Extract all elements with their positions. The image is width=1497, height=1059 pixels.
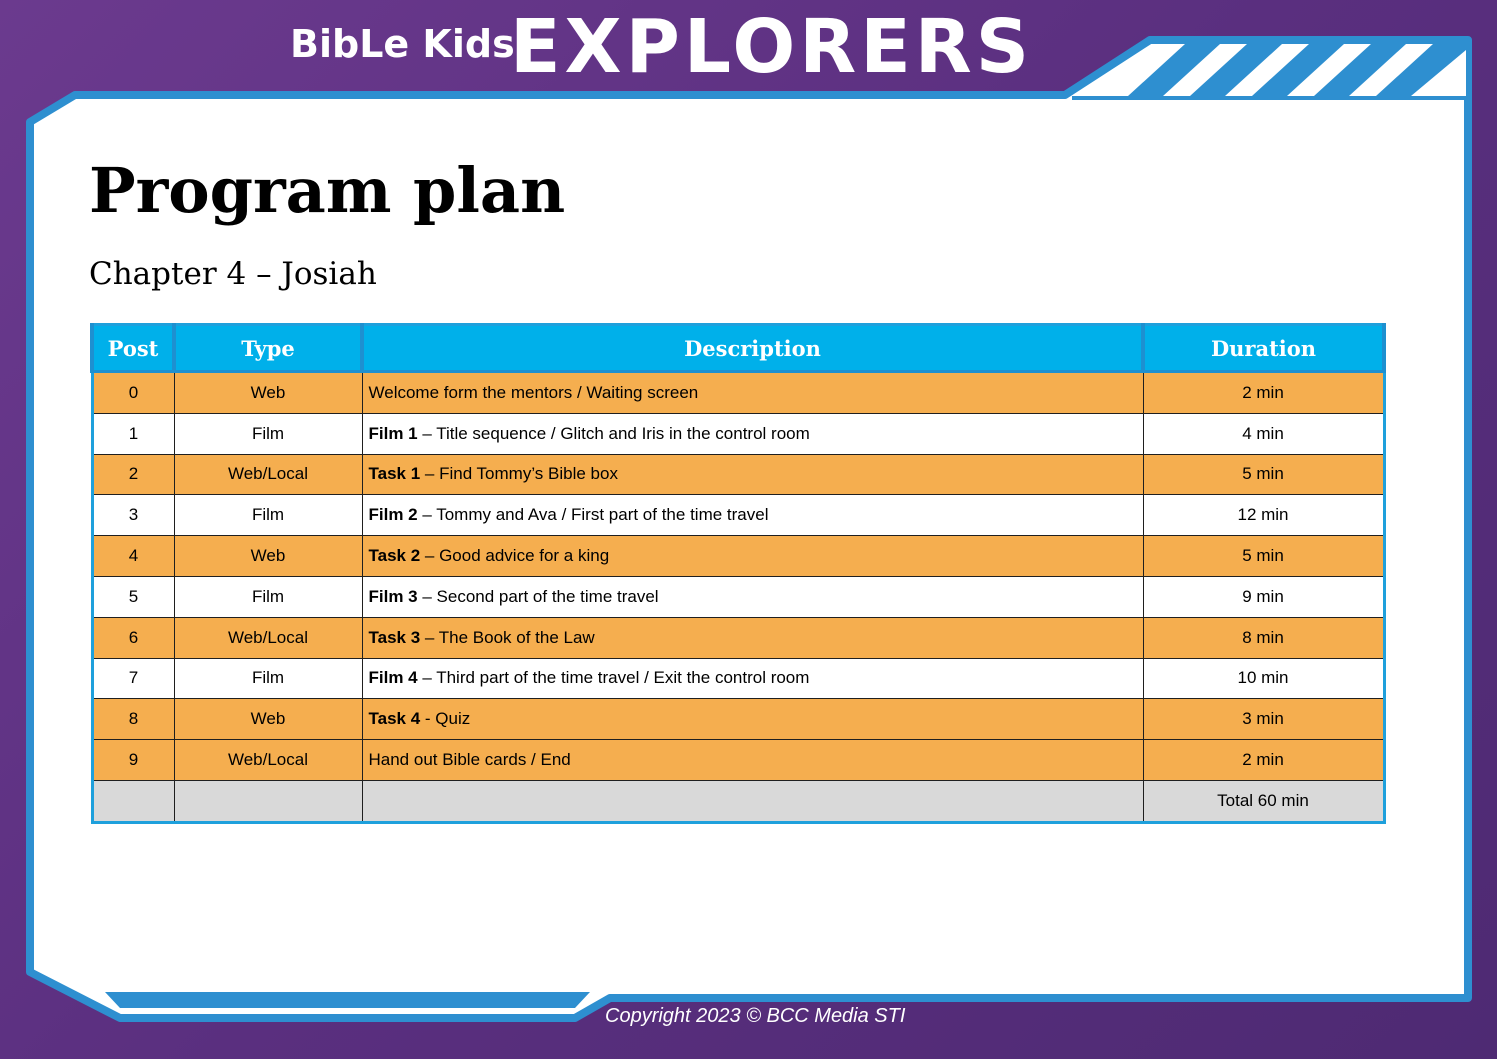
cell-post [92,780,174,822]
cell-type: Web/Local [174,740,362,781]
table-row [92,658,1384,699]
cell-description [362,699,1143,740]
cell-type: Web [174,372,362,414]
header-post: Post [92,325,174,372]
table-row [92,780,1384,822]
cell-post: 6 [92,617,174,658]
cell-duration: 3 min [1143,699,1384,740]
cell-description [362,413,1143,454]
table-row [92,495,1384,536]
table-row [92,699,1384,740]
cell-duration: 12 min [1143,495,1384,536]
description-label: Film 1 [368,423,418,443]
description-text: – Third part of the time travel / Exit the control room [417,668,810,688]
cell-type: Film [174,576,362,617]
description-label: Task 3 [368,627,421,647]
cell-post: 0 [92,372,174,414]
description-text: – Second part of the time travel [417,586,659,606]
description-text: – Title sequence / Glitch and Iris in the control room [417,423,810,443]
cell-post: 5 [92,576,174,617]
description-text: - Quiz [420,709,471,729]
cell-post: 7 [92,658,174,699]
table-row [92,536,1384,577]
cell-duration: Total 60 min [1143,780,1384,822]
cell-description [362,372,1143,414]
description-text: Hand out Bible cards / End [368,750,571,770]
table-body [92,372,1384,823]
cell-post: 3 [92,495,174,536]
description-label: Task 1 [368,464,421,484]
cell-type: Web/Local [174,454,362,495]
page-title: Program plan [89,154,566,227]
table-row [92,372,1384,414]
table-row [92,576,1384,617]
cell-description [362,740,1143,781]
table-row [92,740,1384,781]
cell-post: 8 [92,699,174,740]
cell-type: Web/Local [174,617,362,658]
description-text: – Tommy and Ava / First part of the time travel [417,505,769,525]
cell-description [362,780,1143,822]
cell-description [362,658,1143,699]
header-description: Description [362,325,1143,372]
header-duration: Duration [1143,325,1384,372]
cell-type: Film [174,495,362,536]
header-type: Type [174,325,362,372]
description-label: Film 3 [368,586,418,606]
cell-type: Web [174,536,362,577]
cell-duration: 2 min [1143,372,1384,414]
cell-description [362,454,1143,495]
cell-type: Film [174,658,362,699]
table-row [92,413,1384,454]
cell-duration: 8 min [1143,617,1384,658]
cell-post: 9 [92,740,174,781]
cell-type [174,780,362,822]
cell-type: Web [174,699,362,740]
bottom-tab [105,992,590,1008]
program-plan-table [90,323,1386,824]
cell-duration: 5 min [1143,536,1384,577]
cell-post: 1 [92,413,174,454]
table-row [92,454,1384,495]
brand-bible-kids-logo: BibLe Kids [290,22,515,66]
cell-duration: 2 min [1143,740,1384,781]
description-label: Task 4 [368,709,421,729]
copyright-notice: Copyright 2023 © BCC Media STI [605,1005,906,1027]
description-text: – The Book of the Law [420,627,595,647]
cell-duration: 9 min [1143,576,1384,617]
table-header-row [92,325,1384,372]
cell-description [362,576,1143,617]
cell-description [362,495,1143,536]
cell-post: 2 [92,454,174,495]
cell-type: Film [174,413,362,454]
cell-duration: 5 min [1143,454,1384,495]
cell-post: 4 [92,536,174,577]
description-label: Task 2 [368,546,421,566]
cell-description [362,536,1143,577]
brand-explorers-logo: EXPLORERS [510,4,1034,90]
description-label: Film 2 [368,505,418,525]
cell-duration: 4 min [1143,413,1384,454]
description-text: – Good advice for a king [420,546,610,566]
chapter-subtitle: Chapter 4 – Josiah [89,256,377,292]
cell-duration: 10 min [1143,658,1384,699]
description-text: – Find Tommy’s Bible box [420,464,618,484]
description-text: Welcome form the mentors / Waiting screen [368,382,699,402]
cell-description [362,617,1143,658]
table-row [92,617,1384,658]
description-label: Film 4 [368,668,418,688]
